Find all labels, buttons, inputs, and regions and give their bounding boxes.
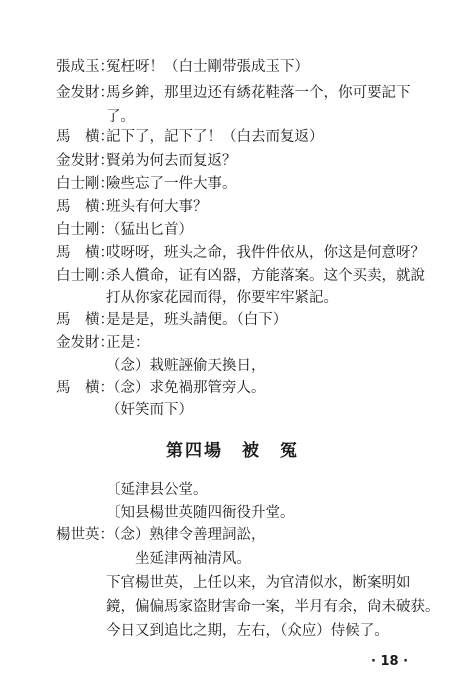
scene-title: 第四場 被 冤: [166, 441, 299, 461]
speaker-name: 白士剛：: [56, 176, 114, 192]
speaker-name: 張成玉：: [56, 59, 114, 75]
speaker-name: 馬 横：: [56, 199, 114, 215]
speaker-name: 馬 横：: [56, 312, 114, 328]
speaker-name: 金发財：: [56, 85, 114, 101]
speaker-name: 楊世英：: [56, 527, 114, 543]
speaker-name: 馬 横：: [56, 380, 114, 396]
book-page: 張成玉： 冤枉呀！（白士剛带張成玉下） 金发財： 馬乡鉾，那里边还有綉花鞋落一个，你可要記下 了。 馬 横： 記下了，記下了！（白去而复返） 金发財： 賢弟为何去而复返？ 白士剛： 險些忘了一件大事。 馬 横： 班头有何大事？ 白士剛： （猛出匕首） 馬 横： 哎呀呀，班头之命，我件件依从，你这是何意呀？ 白士剛： 杀人償命，证有凶器，方能落案。这个买卖，就說 打从你家花园而得，你要牢牢紧記。 馬 横： 是是是，班头請便。（白下） 金发財： 正是： （念）栽赃誣偷天換日， 馬 横： （念）求免禍那管旁人。 （奸笑而下） 第四場 被 冤 〔延津县公堂。 〔知县楊世英随四衙役升堂。 楊世英： （念）熟律令善理詞訟， 坐延津两袖清风。 下官楊世英，上任以来，为官清似水，断案明如 鏡，偏偏馬家盗財害命一案，半月有余，尙未破获。 今日又到追比之期，左右，（众应）侍候了。 · 18 ·: [0, 0, 465, 690]
speaker-name: 馬 横：: [56, 129, 114, 145]
speaker-name: 馬 横：: [56, 245, 114, 261]
page-number: · 18 ·: [371, 654, 409, 669]
speaker-name: 白士剛：: [56, 222, 114, 238]
speaker-name: 白士剛：: [56, 268, 114, 284]
speaker-name: 金发財：: [56, 335, 114, 351]
speaker-name: 金发財：: [56, 153, 114, 169]
